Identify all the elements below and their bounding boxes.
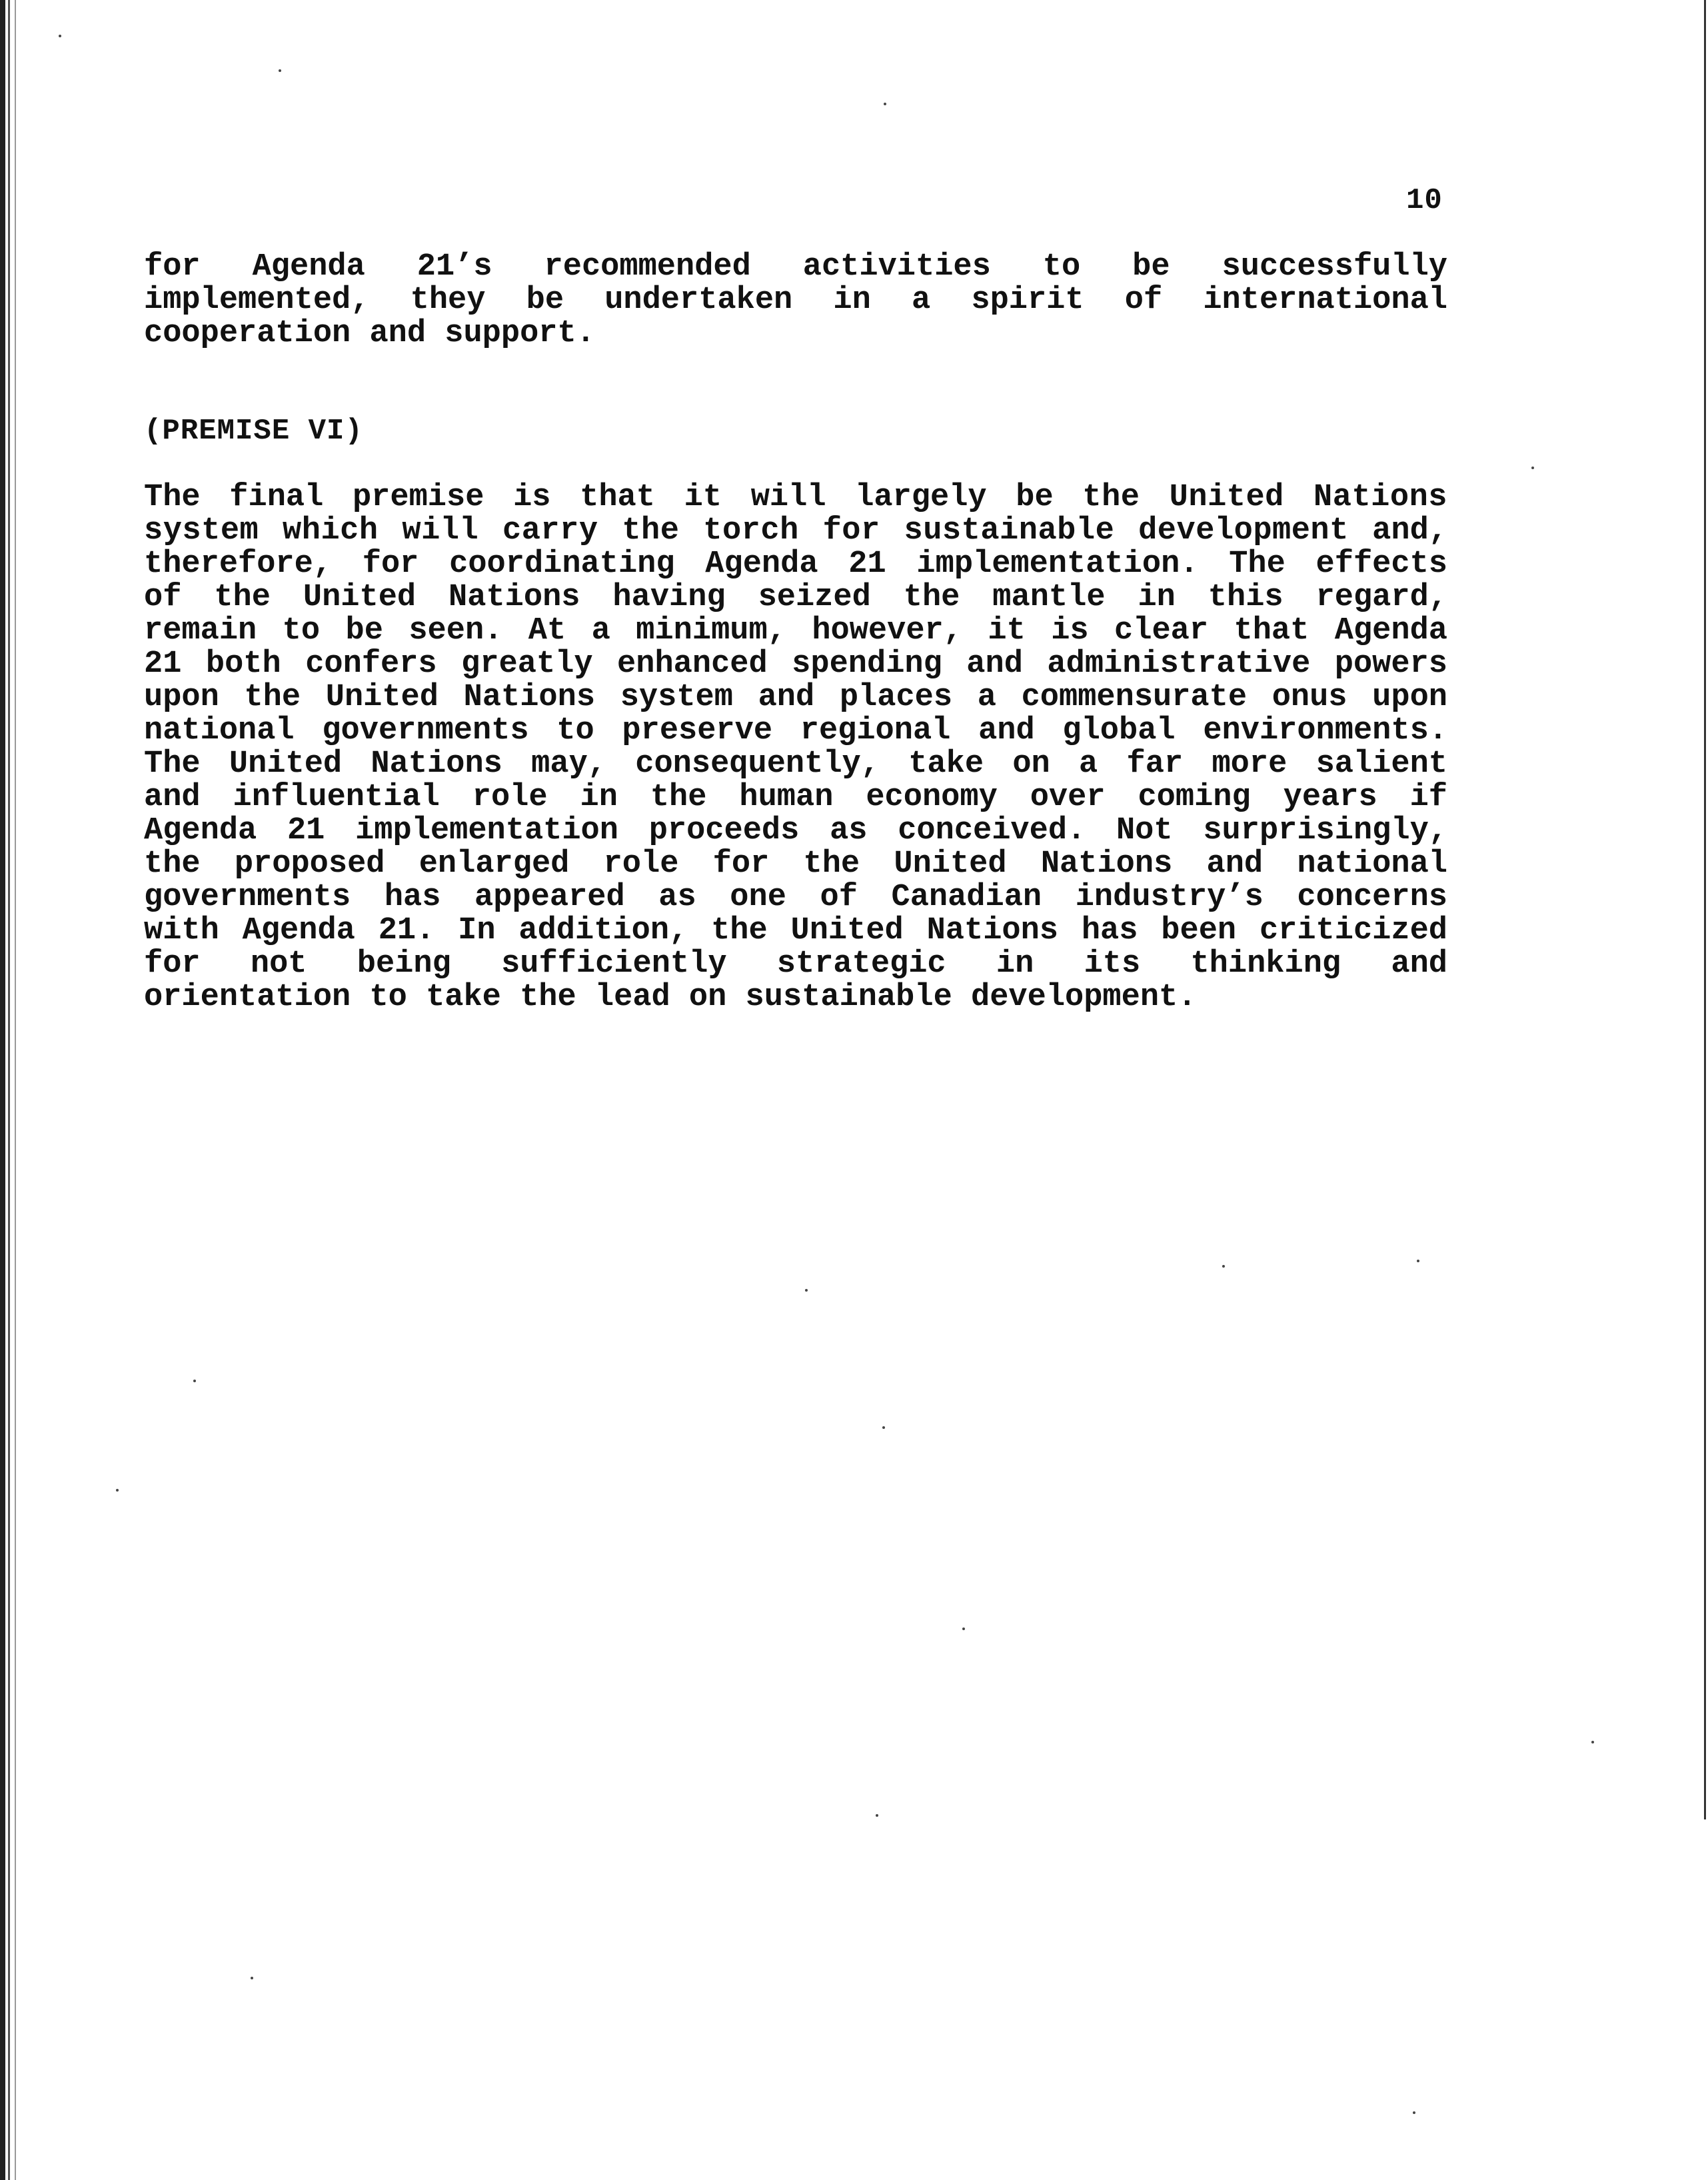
scan-right-edge [1704, 0, 1706, 1819]
scan-speck [962, 1628, 965, 1630]
paragraph-2-line: Agenda 21 implementation proceeds as conceived. Not surprisingly, [144, 813, 1447, 848]
scan-speck [251, 1977, 253, 1979]
paragraph-1-line: for Agenda 21’s recommended activities to be successfully [144, 249, 1447, 285]
scan-speck [1417, 1260, 1419, 1262]
paragraph-2-line: with Agenda 21. In addition, the United Nations has been criticized [144, 913, 1447, 948]
scan-speck [884, 103, 886, 105]
paragraph-2-line: 21 both confers greatly enhanced spending and administrative powers [144, 646, 1447, 682]
paragraph-2-line: remain to be seen. At a minimum, however, it is clear that Agenda [144, 613, 1447, 648]
paragraph-2-line: governments has appeared as one of Canadian industry’s concerns [144, 880, 1447, 915]
paragraph-2-line: for not being sufficiently strategic in its thinking and [144, 946, 1447, 982]
scan-left-border [0, 0, 23, 2180]
paragraph-1-line: implemented, they be undertaken in a spirit of international [144, 283, 1447, 318]
scan-speck [59, 35, 61, 37]
scan-speck [279, 69, 281, 72]
scan-speck [876, 1814, 878, 1817]
paragraph-2-line: The United Nations may, consequently, take on a far more salient [144, 746, 1447, 782]
paragraph-2-line-1 [144, 481, 1447, 515]
scan-speck [193, 1380, 196, 1382]
paragraph-2-line-2-emphasis: system which will carry the torch for sustainable development [144, 513, 1349, 548]
scan-speck [1531, 467, 1534, 469]
paragraph-2-line: orientation to take the lead on sustainable development. [144, 980, 1197, 1015]
paragraph-1-line: cooperation and support. [144, 316, 595, 351]
paragraph-2-line-2-end: and, [1372, 513, 1447, 548]
paragraph-2-line: national governments to preserve regional and global environments. [144, 713, 1447, 748]
scan-speck [1413, 2111, 1415, 2114]
scan-speck [882, 1426, 885, 1429]
scan-speck [1222, 1265, 1225, 1268]
paragraph-2-line: of the United Nations having seized the mantle in this regard, [144, 580, 1447, 615]
scan-speck [805, 1289, 808, 1292]
paragraph-2-line-1-start: The final premise is that it will largely be [144, 480, 1054, 515]
premise-heading: (PREMISE VI) [144, 415, 363, 448]
paragraph-2-line: and influential role in the human economy over coming years if [144, 780, 1447, 815]
scan-speck [116, 1489, 119, 1492]
scan-speck [1591, 1741, 1594, 1743]
paragraph-2-line-2 [144, 515, 1447, 548]
paragraph-2-line: the proposed enlarged role for the United Nations and national [144, 846, 1447, 882]
paragraph-2-line-1-emphasis: the United Nations [1082, 480, 1447, 515]
paragraph-2-line: upon the United Nations system and places a commensurate onus upon [144, 680, 1447, 715]
paragraph-2-line: therefore, for coordinating Agenda 21 implementation. The effects [144, 546, 1447, 582]
page-number: 10 [1406, 184, 1443, 217]
